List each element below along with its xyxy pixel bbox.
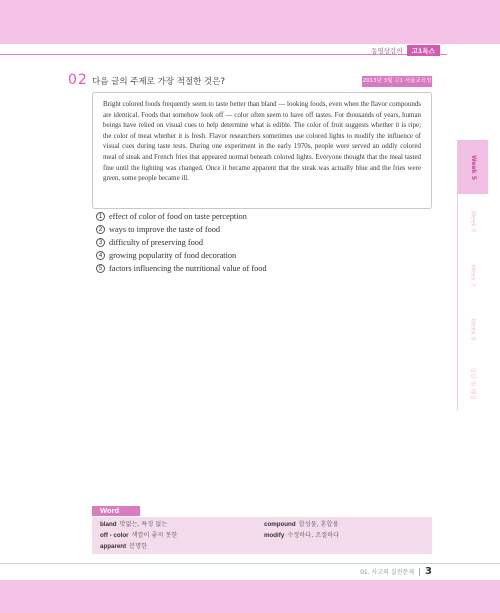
- option-text: ways to improve the taste of food: [109, 225, 221, 234]
- vocab-term: bland: [100, 521, 117, 528]
- side-tab-week-5[interactable]: [458, 140, 488, 194]
- vocab-term: compound: [264, 521, 296, 528]
- bottom-color-band: [0, 580, 500, 613]
- page-footer: [360, 566, 432, 577]
- option-text: effect of color of food on taste perception: [109, 212, 247, 221]
- option-number-circle: 5: [96, 264, 105, 273]
- answer-options: [96, 210, 267, 275]
- footer-rule: [0, 563, 500, 564]
- vocab-term: off - color: [100, 532, 129, 539]
- reading-passage: Bright colored foods frequently seem to taste better than bland — looking foods, even when the flavor compounds are identical. Foods that somehow look off — color often seem to have off tastes. For thousands of years, human beings have relied on visual cues to help determine what is edible. The color of fruit suggests whether it is ripe; the color of meat whether it is fresh. Flavor researchers sometimes use colored lights to modify the influence of visual cues during taste tests. During one experiment in the early 1970s, people were served an oddly colored meal of steak and French fries that appeared normal beneath colored lights. Everyone thought that the meal tasted fine until the lighting was changed. Once it became apparent that the steak was actually blue and the fries were green, some people became ill.: [92, 92, 432, 209]
- side-tab-week-7[interactable]: [458, 248, 488, 302]
- header-label: [367, 44, 440, 56]
- side-tab-label: Week 6: [469, 209, 477, 233]
- option-text: factors influencing the nutritional value of food: [109, 264, 267, 273]
- page-number: 3: [425, 566, 432, 577]
- vocab-meaning: 색깔이 좋지 못한: [131, 532, 178, 539]
- option-text: difficulty of preserving food: [109, 238, 204, 247]
- answer-option-5[interactable]: [96, 262, 267, 275]
- answer-option-3[interactable]: [96, 236, 267, 249]
- side-tab-label: 정답 및 해설: [468, 366, 476, 400]
- option-number-circle: 4: [96, 251, 105, 260]
- vocab-item: [264, 530, 339, 539]
- option-number-circle: 2: [96, 225, 105, 234]
- vocab-meaning: 맛없는, 특징 없는: [119, 521, 168, 528]
- answer-option-4[interactable]: [96, 249, 267, 262]
- question-number: 02: [68, 72, 88, 88]
- question-source-badge: 2013년 3월 고1 서울교육청 24: [362, 78, 432, 95]
- option-number-circle: 3: [96, 238, 105, 247]
- word-box: [92, 506, 432, 554]
- header-tag: 고1독스: [407, 45, 440, 56]
- vocab-item: [264, 519, 338, 528]
- answer-option-2[interactable]: [96, 223, 267, 236]
- side-tab-label: Week 8: [469, 317, 477, 341]
- option-text: growing popularity of food decoration: [109, 251, 237, 260]
- side-tab-week-8[interactable]: [458, 302, 488, 356]
- side-tab-answers[interactable]: [458, 356, 488, 410]
- vocab-term: apparent: [100, 543, 127, 550]
- vocab-item: [100, 541, 147, 550]
- footer-separator: [419, 568, 420, 576]
- footer-section-label: 01. 사고력 실전문제: [360, 569, 415, 576]
- header-subtitle: 동영상강의: [371, 46, 403, 55]
- answer-option-1[interactable]: [96, 210, 267, 223]
- question-prompt: 다음 글의 주제로 가장 적절한 것은?: [92, 77, 225, 87]
- side-tab-week-6[interactable]: [458, 194, 488, 248]
- word-box-body: [92, 517, 432, 554]
- vocab-meaning: 합성물, 혼합물: [298, 521, 339, 528]
- word-box-label: Word: [92, 506, 140, 516]
- vocab-term: modify: [264, 532, 285, 539]
- vocab-meaning: 수정하다, 조절하다: [287, 532, 340, 539]
- side-tabs: [458, 140, 488, 410]
- option-number-circle: 1: [96, 212, 105, 221]
- side-tab-label: Week 5: [469, 154, 477, 180]
- vocab-item: [100, 530, 177, 539]
- vocab-meaning: 분명한: [129, 543, 148, 550]
- side-tab-label: Week 7: [469, 263, 477, 287]
- vocab-item: [100, 519, 167, 528]
- top-color-band: [0, 0, 500, 44]
